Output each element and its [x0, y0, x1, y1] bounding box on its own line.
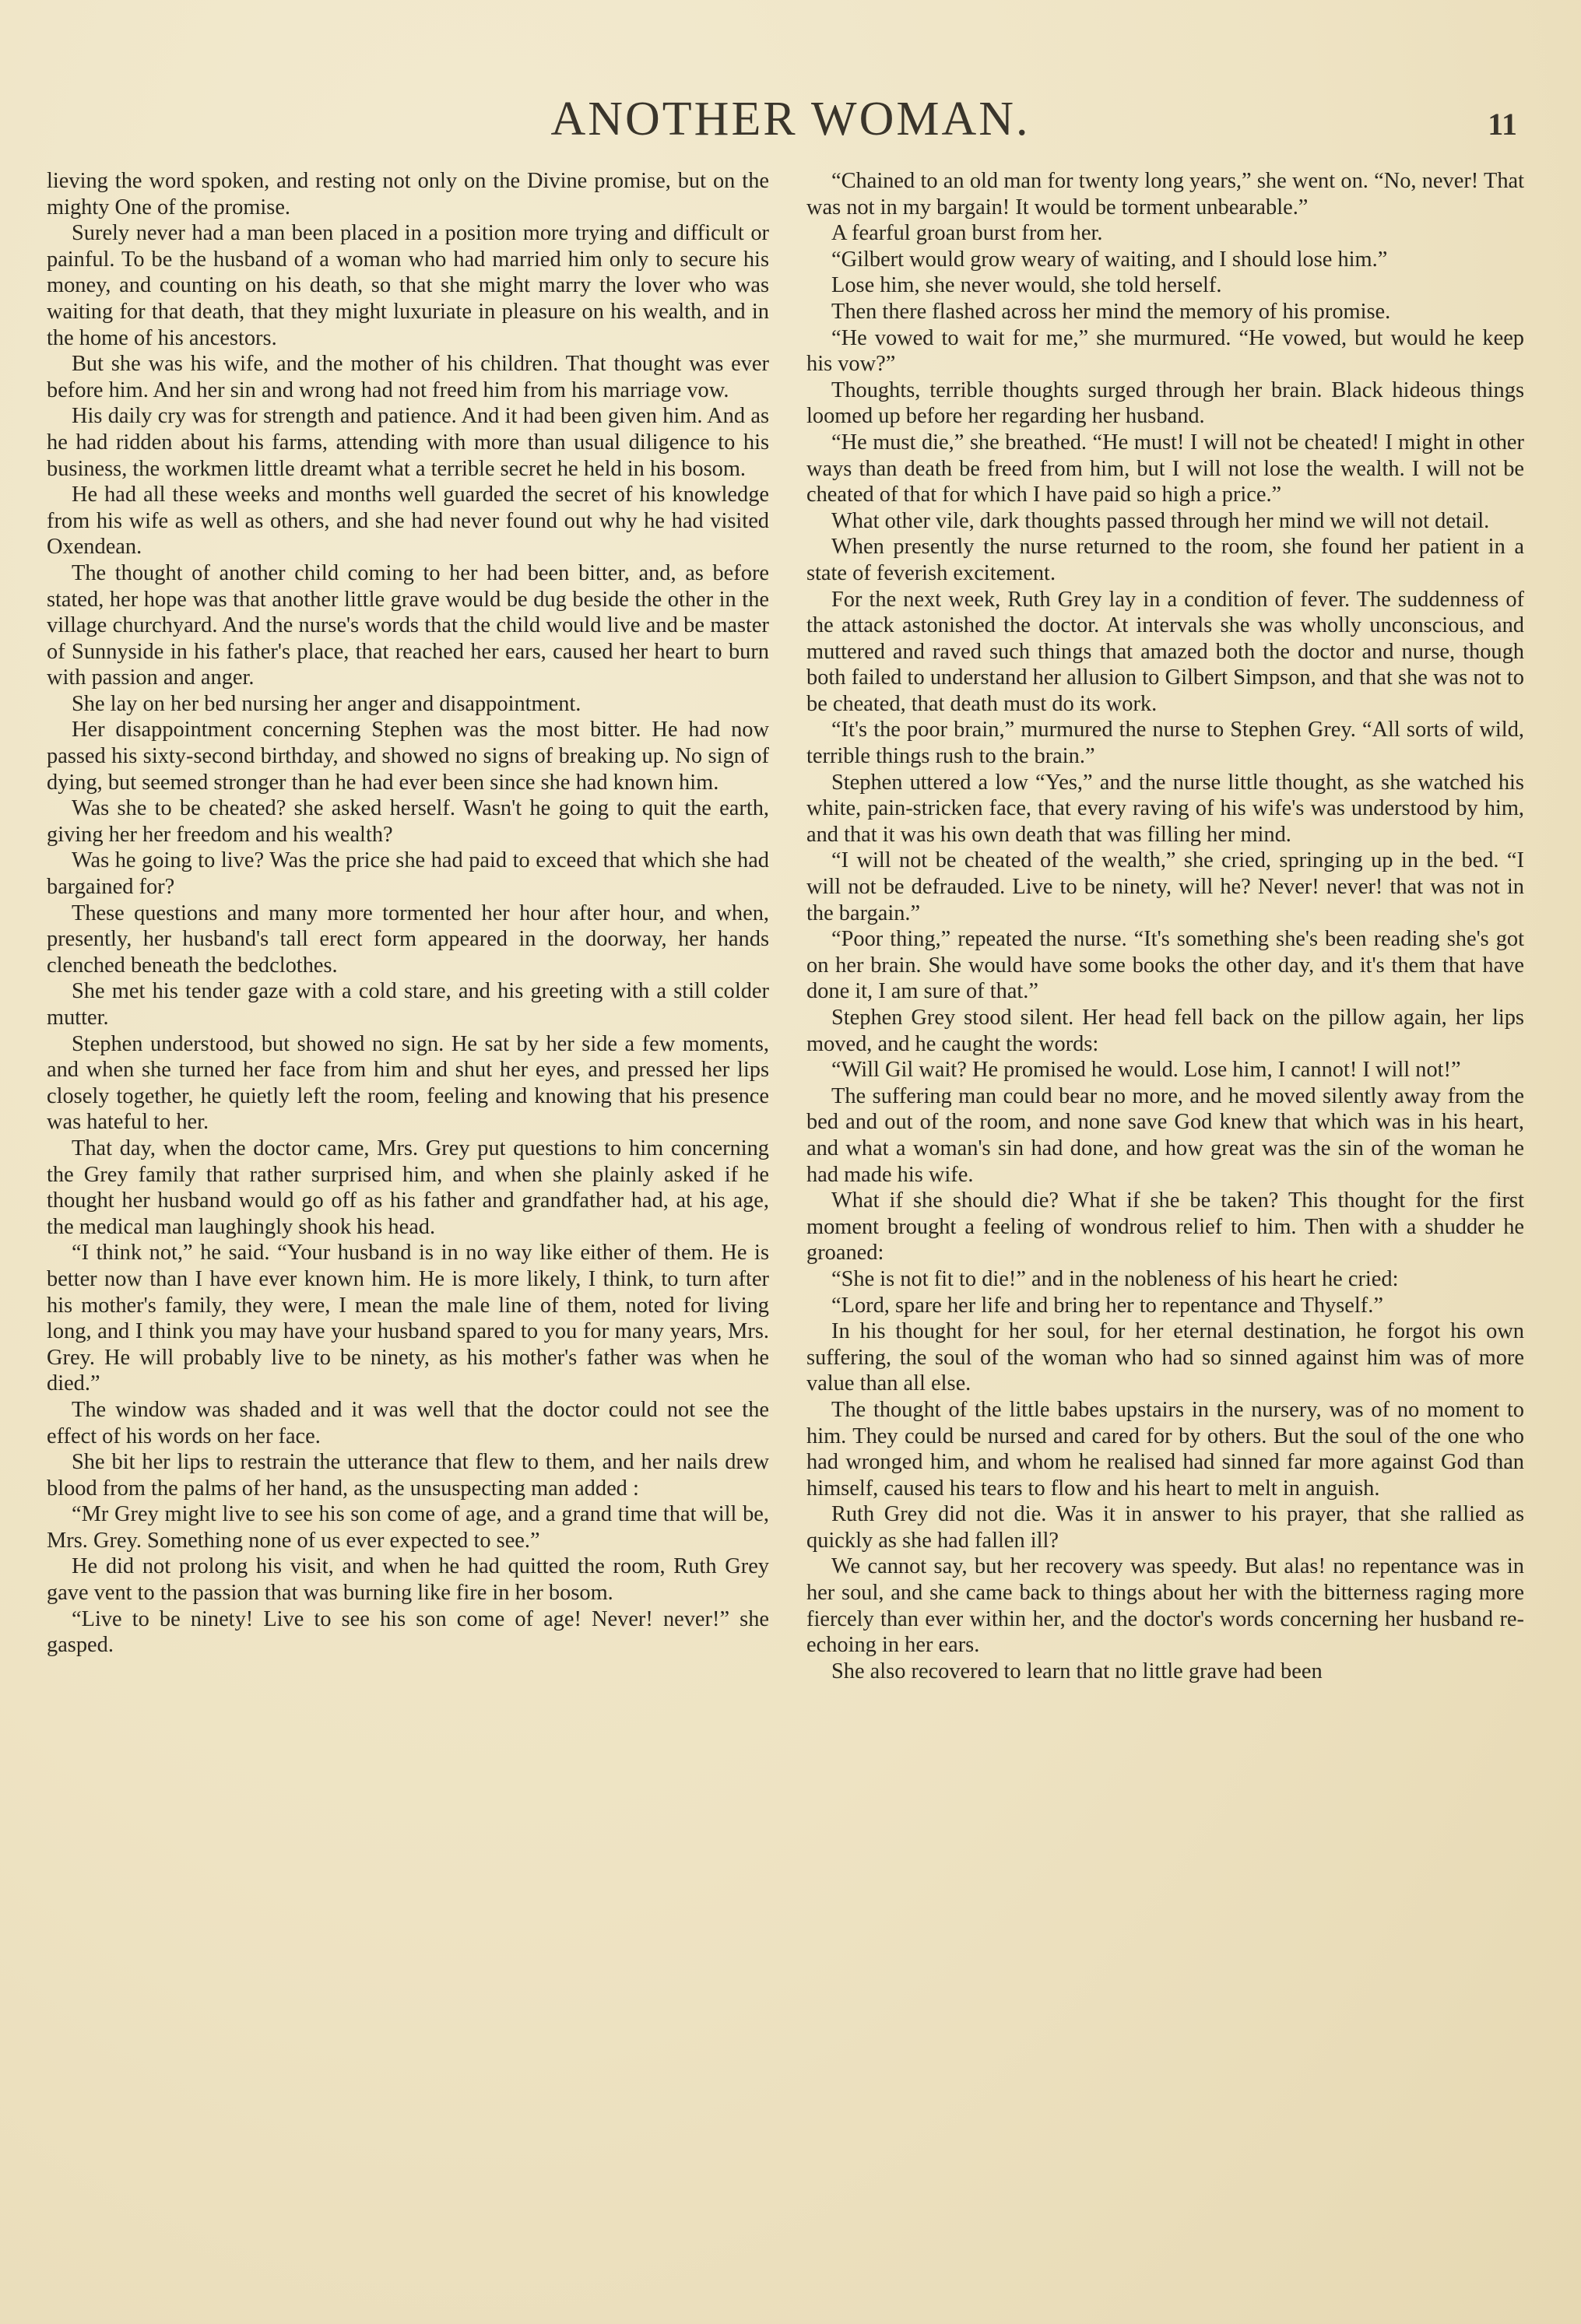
paragraph: His daily cry was for strength and patience. And it had been given him. And as he had ridden about his farms, attending with more than usual diligence to his business, the workmen little dreamt what a terrible secret he held in his bosom. [47, 404, 769, 481]
paragraph: In his thought for her soul, for her eternal destination, he forgot his own suffering, the soul of the woman who had so sinned against him was of more value than all else. [806, 1319, 1524, 1396]
paragraph: “It's the poor brain,” murmured the nurse to Stephen Grey. “All sorts of wild, terrible things rush to the brain.” [806, 718, 1524, 769]
paragraph: The thought of the little babes upstairs in the nursery, was of no moment to him. They could be nursed and cared for by others. But the soul of the one who had wronged him, and whom he realised had sinned far more against God than himself, caused his tears to flow and his heart to melt in anguish. [806, 1397, 1524, 1501]
paragraph: Stephen uttered a low “Yes,” and the nurse little thought, as she watched his white, pain-stricken face, that every raving of his wife's was understood by him, and that it was his own death that was filling her mind. [806, 770, 1524, 847]
paragraph: Stephen Grey stood silent. Her head fell back on the pillow again, her lips moved, and he caught the words: [806, 1006, 1524, 1056]
page-header [0, 92, 1581, 154]
paragraph: Was she to be cheated? she asked herself. Wasn't he going to quit the earth, giving her her freedom and his wealth? [47, 796, 769, 847]
paragraph: “She is not fit to die!” and in the nobleness of his heart he cried: [831, 1266, 1399, 1291]
text-column-left [47, 168, 769, 2270]
paragraph: What if she should die? What if she be taken? This thought for the first moment brought a feeling of wondrous relief to him. Then with a shudder he groaned: [806, 1188, 1524, 1266]
paragraph: Ruth Grey did not die. Was it in answer to his prayer, that she rallied as quickly as she had fallen ill? [806, 1502, 1524, 1553]
paragraph: Her disappointment concerning Stephen was the most bitter. He had now passed his sixty-second birthday, and showed no signs of breaking up. No sign of dying, but seemed stronger than he had ever been since she had known him. [47, 718, 769, 795]
page-title: ANOTHER WOMAN. [550, 93, 1031, 146]
paragraph: For the next week, Ruth Grey lay in a condition of fever. The suddenness of the attack astonished the doctor. At intervals she was wholly unconscious, and muttered and raved such things that amazed both the doctor and nurse, though both failed to understand her allusion to Gilbert Simpson, and that she was not to be cheated, that death must do its work. [806, 587, 1524, 716]
paragraph: Stephen understood, but showed no sign. He sat by her side a few moments, and when she turned her face from him and shut her eyes, and pressed her lips closely together, he quietly left the room, feeling and knowing that his presence was hateful to her. [47, 1031, 769, 1135]
paragraph: She also recovered to learn that no little grave had been [831, 1659, 1323, 1683]
paragraph: Surely never had a man been placed in a position more trying and difficult or painful. To be the husband of a woman who had married him only to secure his money, and counting on his death, so that she might marry the lover who was waiting for that death, that they might luxuriate in pleasure on his wealth, and in the home of his ancestors. [47, 221, 769, 350]
text-column-right [806, 168, 1524, 2270]
paragraph: “I think not,” he said. “Your husband is in no way like either of them. He is better now than I have ever known him. He is more likely, I think, to turn after his mother's family, they were, I mean the male line of them, noted for living long, and I think you may have your husband spared to you for many years, Mrs. Grey. He will probably live to be ninety, as his mother's father was when he died.” [47, 1241, 769, 1396]
paragraph: Then there flashed across her mind the memory of his promise. [831, 299, 1391, 324]
paragraph: “Lord, spare her life and bring her to repentance and Thyself.” [831, 1293, 1383, 1318]
paragraph: The suffering man could bear no more, and he moved silently away from the bed and out of the room, and none save God knew that which was in his heart, and what a woman's sin had done, and how great was the sin of the woman he had made his wife. [806, 1083, 1524, 1187]
paragraph: She lay on her bed nursing her anger and disappointment. [72, 691, 581, 716]
paragraph: “I will not be cheated of the wealth,” she cried, springing up in the bed. “I will not be defrauded. Live to be ninety, will he? Never! never! that was not in the bargain.” [806, 848, 1524, 925]
paragraph: She met his tender gaze with a cold stare, and his greeting with a still colder mutter. [47, 979, 769, 1030]
paragraph: “Will Gil wait? He promised he would. Lose him, I cannot! I will not!” [831, 1058, 1461, 1083]
paragraph: “He vowed to wait for me,” she murmured. “He vowed, but would he keep his vow?” [806, 325, 1524, 377]
paragraph: The thought of another child coming to her had been bitter, and, as before stated, her hope was that another little grave would be dug beside the other in the village churchyard. And the nurse's words that the child would live and be master of Sunnyside in his father's place, that reached her ears, caused her heart to burn with passion and anger. [47, 560, 769, 690]
paragraph: Was he going to live? Was the price she had paid to exceed that which she had bargained for? [47, 848, 769, 900]
paragraph: We cannot say, but her recovery was speedy. But alas! no repentance was in her soul, and she came back to things about her with the bitterness raging more fiercely than ever within her, and the doctor's words concerning her husband re-echoing in her ears. [806, 1554, 1524, 1658]
paragraph: He did not prolong his visit, and when he had quitted the room, Ruth Grey gave vent to the passion that was burning like fire in her bosom. [47, 1554, 769, 1606]
paragraph: What other vile, dark thoughts passed through her mind we will not detail. [831, 508, 1490, 533]
paragraph: Thoughts, terrible thoughts surged through her brain. Black hideous things loomed up before her regarding her husband. [806, 377, 1524, 429]
paragraph: But she was his wife, and the mother of his children. That thought was ever before him. And her sin and wrong had not freed him from his marriage vow. [47, 352, 769, 402]
paragraph: lieving the word spoken, and resting not only on the Divine promise, but on the mighty One of the promise. [47, 169, 769, 219]
paragraph: “Chained to an old man for twenty long years,” she went on. “No, never! That was not in my bargain! It would be torment unbearable.” [806, 169, 1524, 219]
paragraph: When presently the nurse returned to the room, she found her patient in a state of feverish excitement. [806, 535, 1524, 585]
paragraph: These questions and many more tormented her hour after hour, and when, presently, her husband's tall erect form appeared in the doorway, her hands clenched beneath the bedclothes. [47, 900, 769, 978]
paragraph: She bit her lips to restrain the utterance that flew to them, and her nails drew blood from the palms of her hand, as the unsuspecting man added : [47, 1450, 769, 1501]
paragraph: He had all these weeks and months well guarded the secret of his knowledge from his wife as well as others, and she had never found out why he had visited Oxendean. [47, 483, 769, 560]
paragraph: “Live to be ninety! Live to see his son come of age! Never! never!” she gasped. [47, 1606, 769, 1658]
page-number: 11 [1488, 107, 1517, 142]
paragraph: “Poor thing,” repeated the nurse. “It's something she's been reading she's got on her brain. She would have some books the other day, and it's them that have done it, I am sure of that.” [806, 927, 1524, 1004]
paragraph: “Mr Grey might live to see his son come of age, and a grand time that will be, Mrs. Grey. Something none of us ever expected to see.” [47, 1502, 769, 1553]
paragraph: A fearful groan burst from her. [831, 221, 1103, 246]
paragraph: The window was shaded and it was well that the doctor could not see the effect of his words on her face. [47, 1397, 769, 1448]
paragraph: That day, when the doctor came, Mrs. Grey put questions to him concerning the Grey family that rather surprised him, and when she plainly asked if he thought her husband would go off as his father and grandfather had, at his age, the medical man laughingly shook his head. [47, 1136, 769, 1239]
paragraph: Lose him, she never would, she told herself. [831, 273, 1222, 298]
paragraph: “Gilbert would grow weary of waiting, and I should lose him.” [831, 247, 1388, 272]
paragraph: “He must die,” she breathed. “He must! I will not be cheated! I might in other ways than death be freed from him, but I will not lose the wealth. I will not be cheated of that for which I have paid so high a price.” [806, 430, 1524, 507]
